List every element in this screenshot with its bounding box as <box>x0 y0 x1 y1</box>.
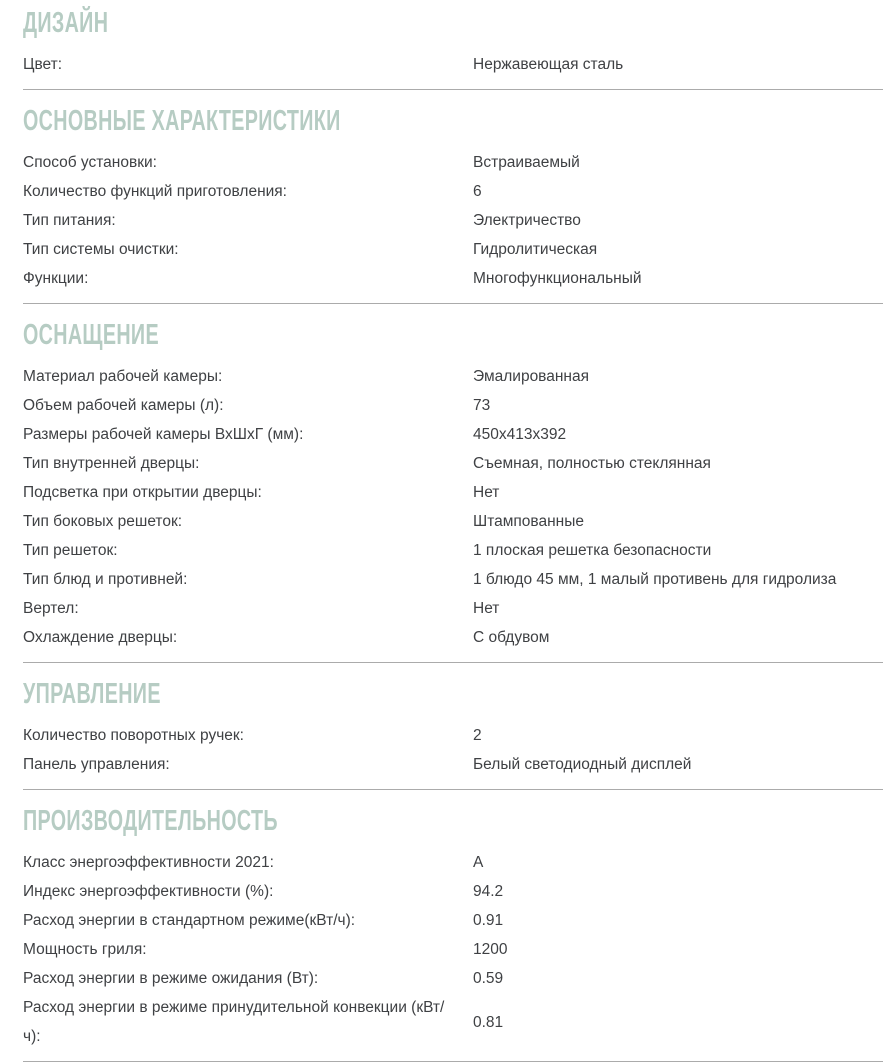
spec-value: Штампованные <box>473 513 584 530</box>
spec-value: Нержавеющая сталь <box>473 56 624 73</box>
spec-label: Тип решеток: <box>23 542 118 559</box>
spec-value: 0.81 <box>473 1013 504 1031</box>
spec-label: Вертел: <box>23 600 79 617</box>
spec-value: Многофункциональный <box>473 270 642 287</box>
spec-row <box>23 177 883 206</box>
spec-label: Количество функций приготовления: <box>23 183 287 200</box>
spec-label: Тип внутренней дверцы: <box>23 455 200 472</box>
spec-row <box>23 848 883 877</box>
section-title <box>23 106 883 136</box>
spec-value: Белый светодиодный дисплей <box>473 756 692 773</box>
spec-row <box>23 935 883 964</box>
spec-label: Тип системы очистки: <box>23 241 179 258</box>
spec-row <box>23 478 883 507</box>
spec-row <box>23 750 883 779</box>
spec-row <box>23 391 883 420</box>
spec-value: 0.91 <box>473 912 504 929</box>
spec-row <box>23 993 883 1051</box>
section-rows <box>23 848 883 1051</box>
spec-label: Тип боковых решеток: <box>23 513 183 530</box>
spec-label: Функции: <box>23 270 89 287</box>
spec-label: Объем рабочей камеры (л): <box>23 397 224 414</box>
spec-section <box>23 106 883 304</box>
section-title <box>23 679 883 709</box>
spec-label: Индекс энергоэффективности (%): <box>23 883 274 900</box>
section-title <box>23 8 883 38</box>
spec-row <box>23 877 883 906</box>
section-title <box>23 806 883 836</box>
spec-label: Размеры рабочей камеры ВхШхГ (мм): <box>23 426 304 443</box>
spec-row <box>23 594 883 623</box>
spec-row <box>23 623 883 652</box>
spec-row <box>23 449 883 478</box>
spec-sections <box>23 8 883 1062</box>
section-divider <box>23 89 883 90</box>
spec-section <box>23 320 883 663</box>
spec-row <box>23 906 883 935</box>
spec-value: 94.2 <box>473 883 504 900</box>
spec-value: 1 блюдо 45 мм, 1 малый противень для гидролиза <box>473 571 837 588</box>
spec-label: Материал рабочей камеры: <box>23 368 223 385</box>
spec-label: Расход энергии в режиме ожидания (Вт): <box>23 970 319 987</box>
section-title-text: ОСНОВНЫЕ ХАРАКТЕРИСТИКИ <box>23 105 341 137</box>
spec-row <box>23 362 883 391</box>
spec-value: 6 <box>473 183 482 200</box>
spec-section <box>23 8 883 90</box>
spec-value: 1200 <box>473 941 508 958</box>
spec-label: Расход энергии в режиме принудительной конвекции (кВт/ч): <box>23 999 445 1045</box>
section-rows <box>23 148 883 293</box>
section-title <box>23 320 883 350</box>
section-divider <box>23 303 883 304</box>
spec-value: С обдувом <box>473 629 550 646</box>
section-title-text: ПРОИЗВОДИТЕЛЬНОСТЬ <box>23 805 278 837</box>
spec-label: Подсветка при открытии дверцы: <box>23 484 262 501</box>
spec-label: Класс энергоэффективности 2021: <box>23 854 274 871</box>
section-rows <box>23 362 883 652</box>
spec-value: 2 <box>473 727 482 744</box>
spec-label: Охлаждение дверцы: <box>23 629 178 646</box>
section-title-text: ДИЗАЙН <box>23 7 109 39</box>
spec-row <box>23 50 883 79</box>
spec-value: 0.59 <box>473 970 504 987</box>
spec-label: Цвет: <box>23 56 63 73</box>
spec-row <box>23 536 883 565</box>
section-divider <box>23 662 883 663</box>
spec-value: Нет <box>473 600 500 617</box>
spec-value: 450x413x392 <box>473 426 567 443</box>
spec-value: Электричество <box>473 212 581 229</box>
spec-row <box>23 206 883 235</box>
section-divider <box>23 789 883 790</box>
spec-value: Эмалированная <box>473 368 590 385</box>
spec-label: Тип блюд и противней: <box>23 571 188 588</box>
spec-value: Съемная, полностью стеклянная <box>473 455 711 472</box>
spec-row <box>23 420 883 449</box>
spec-label: Мощность гриля: <box>23 941 147 958</box>
spec-label: Тип питания: <box>23 212 116 229</box>
spec-row <box>23 148 883 177</box>
spec-section <box>23 806 883 1062</box>
spec-row <box>23 565 883 594</box>
spec-value: Гидролитическая <box>473 241 598 258</box>
section-title-text: УПРАВЛЕНИЕ <box>23 678 161 710</box>
spec-value: 73 <box>473 397 491 414</box>
spec-value: Встраиваемый <box>473 154 580 171</box>
spec-section <box>23 679 883 790</box>
spec-label: Количество поворотных ручек: <box>23 727 244 744</box>
spec-row <box>23 507 883 536</box>
section-title-text: ОСНАЩЕНИЕ <box>23 319 159 351</box>
spec-row <box>23 264 883 293</box>
spec-value: Нет <box>473 484 500 501</box>
spec-label: Расход энергии в стандартном режиме(кВт/ч): <box>23 912 356 929</box>
spec-row <box>23 964 883 993</box>
spec-label: Способ установки: <box>23 154 157 171</box>
section-rows <box>23 50 883 79</box>
spec-value: 1 плоская решетка безопасности <box>473 542 712 559</box>
spec-label: Панель управления: <box>23 756 170 773</box>
spec-row <box>23 235 883 264</box>
spec-value: A <box>473 854 484 871</box>
section-rows <box>23 721 883 779</box>
spec-row <box>23 721 883 750</box>
